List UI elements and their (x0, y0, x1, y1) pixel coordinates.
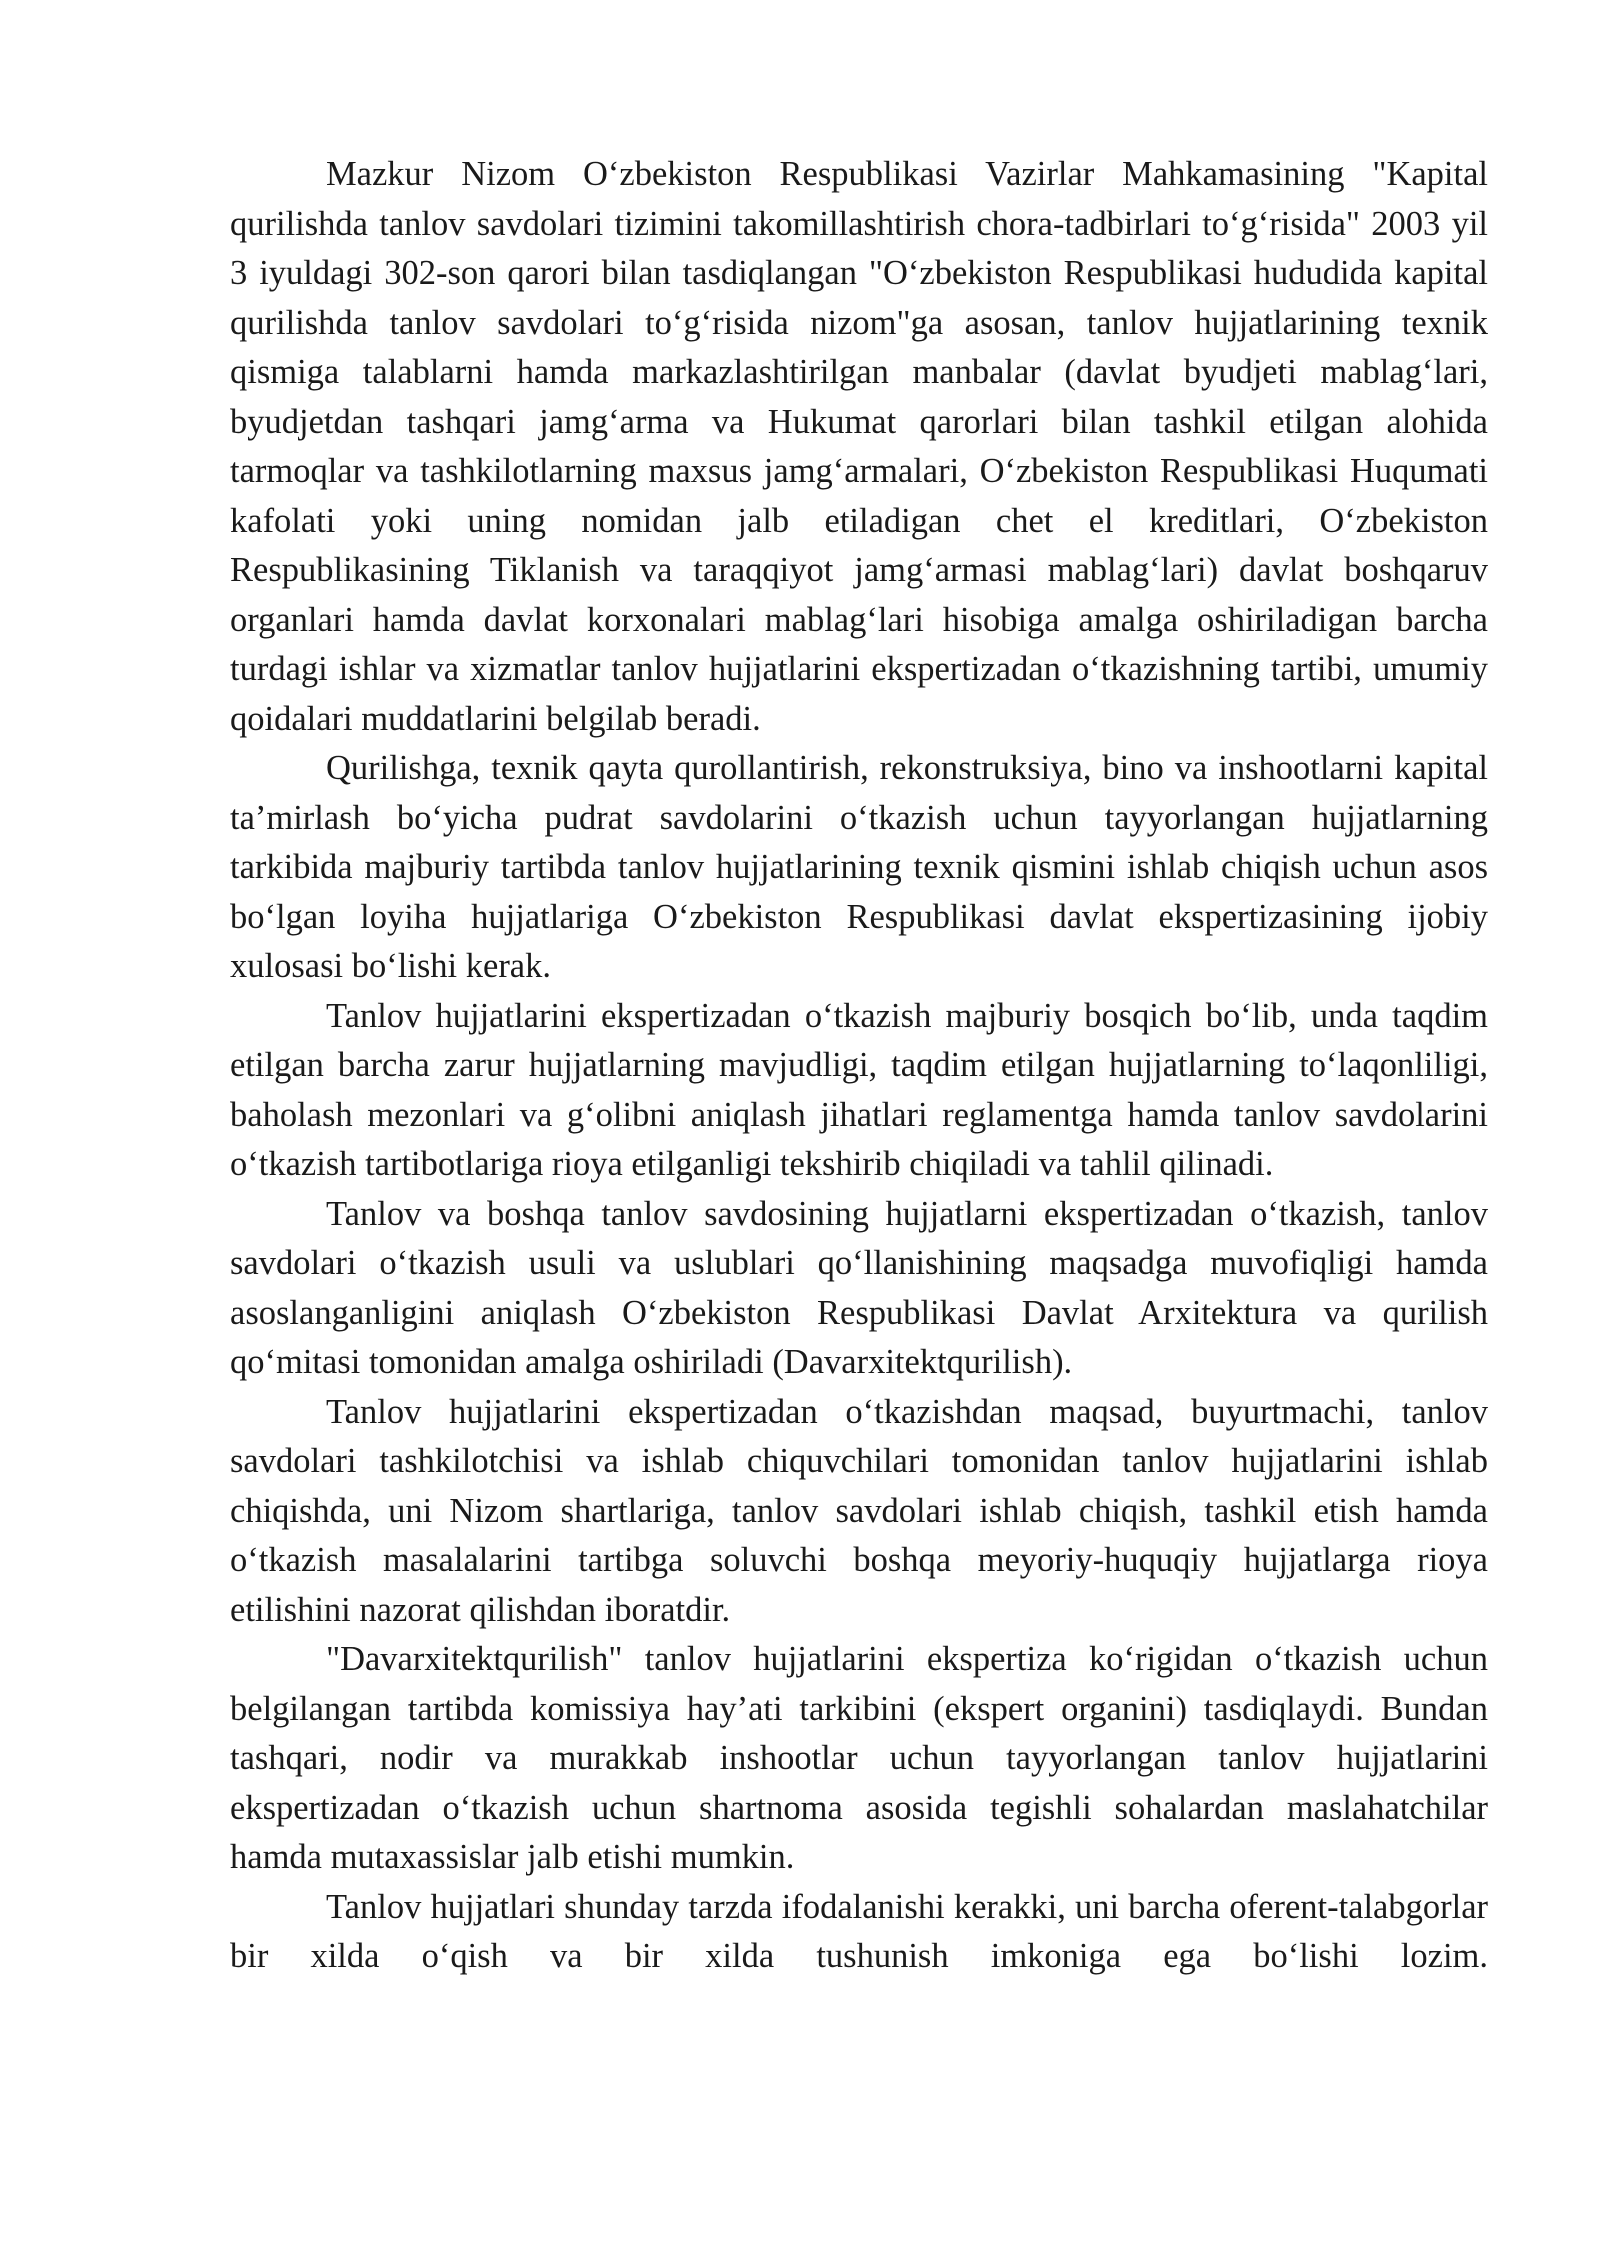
paragraph-expertise-purpose: Tanlov hujjatlarini ekspertizadan o‘tkazishdan maqsad, buyurtmachi, tanlov savdolari tashkilotchisi va ishlab chiquvchilari tomonidan tanlov hujjatlarini ishlab chiqishda, uni Nizom shartlariga, tanlov savdolari ishlab chiqish, tashkil etish hamda o‘tkazish masalalarini tartibga soluvchi boshqa meyoriy-huquqiy hujjatlarga rioya etilishini nazorat qilishdan iboratdir. (230, 1392, 1488, 1629)
document-body (230, 150, 1488, 1982)
paragraph-nizom-basis: Mazkur Nizom O‘zbekiston Respublikasi Vazirlar Mahkamasining "Kapital qurilishda tanlov savdolari tizimini takomillashtirish chora-tadbirlari to‘g‘risida" 2003 yil 3 iyuldagi 302-son qarori bilan tasdiqlangan "O‘zbekiston Respublikasi hududida kapital qurilishda tanlov savdolari to‘g‘risida nizom"ga asosan, tanlov hujjatlarining texnik qismiga talablarni hamda markazlashtirilgan manbalar (davlat byudjeti mablag‘lari, byudjetdan tashqari jamg‘arma va Hukumat qarorlari bilan tashkil etilgan alohida tarmoqlar va tashkilotlarning maxsus jamg‘armalari, O‘zbekiston Respublikasi Huqumati kafolati yoki uning nomidan jalb etiladigan chet el kreditlari, O‘zbekiston Respublikasining Tiklanish va taraqqiyot jamg‘armasi mablag‘lari) davlat boshqaruv organlari hamda davlat korxonalari mablag‘lari hisobiga amalga oshiriladigan barcha turdagi ishlar va xizmatlar tanlov hujjatlarini ekspertizadan o‘tkazishning tartibi, umumiy qoidalari muddatlarini belgilab beradi. (230, 155, 1488, 738)
paragraph-mandatory-expertise-stage: Tanlov hujjatlarini ekspertizadan o‘tkazish majburiy bosqich bo‘lib, unda taqdim etilgan barcha zarur hujjatlarning mavjudligi, taqdim etilgan hujjatlarning to‘laqonliligi, baholash mezonlari va g‘olibni aniqlash jihatlari reglamentga hamda tanlov savdolarini o‘tkazish tartibotlariga rioya etilganligi tekshirib chiqiladi va tahlil qilinadi. (230, 996, 1488, 1183)
paragraph-commission-approval: "Davarxitektqurilish" tanlov hujjatlarini ekspertiza ko‘rigidan o‘tkazish uchun belgilangan tartibda komissiya hay’ati tarkibini (ekspert organini) tasdiqlaydi. Bundan tashqari, nodir va murakkab inshootlar uchun tayyorlangan tanlov hujjatlarini ekspertizadan o‘tkazish uchun shartnoma asosida tegishli sohalardan maslahatchilar hamda mutaxassislar jalb etishi mumkin. (230, 1640, 1488, 1876)
paragraph-responsible-committee: Tanlov va boshqa tanlov savdosining hujjatlarni ekspertizadan o‘tkazish, tanlov savdolari o‘tkazish usuli va uslublari qo‘llanishining maqsadga muvofiqligi hamda asoslanganligini aniqlash O‘zbekiston Respublikasi Davlat Arxitektura va qurilish qo‘mitasi tomonidan amalga oshiriladi (Davarxitektqurilish). (230, 1194, 1488, 1381)
paragraph-documents-clarity: Tanlov hujjatlari shunday tarzda ifodalanishi kerakki, uni barcha oferent-talabgorlar bir xilda o‘qish va bir xilda tushunish imkoniga ega bo‘lishi lozim. (230, 1887, 1488, 1975)
paragraph-state-expertise-requirement: Qurilishga, texnik qayta qurollantirish, rekonstruksiya, bino va inshootlarni kapital ta’mirlash bo‘yicha pudrat savdolarini o‘tkazish uchun tayyorlangan hujjatlarning tarkibida majburiy tartibda tanlov hujjatlarining texnik qismini ishlab chiqish uchun asos bo‘lgan loyiha hujjatlariga O‘zbekiston Respublikasi davlat ekspertizasining ijobiy xulosasi bo‘lishi kerak. (230, 749, 1488, 985)
